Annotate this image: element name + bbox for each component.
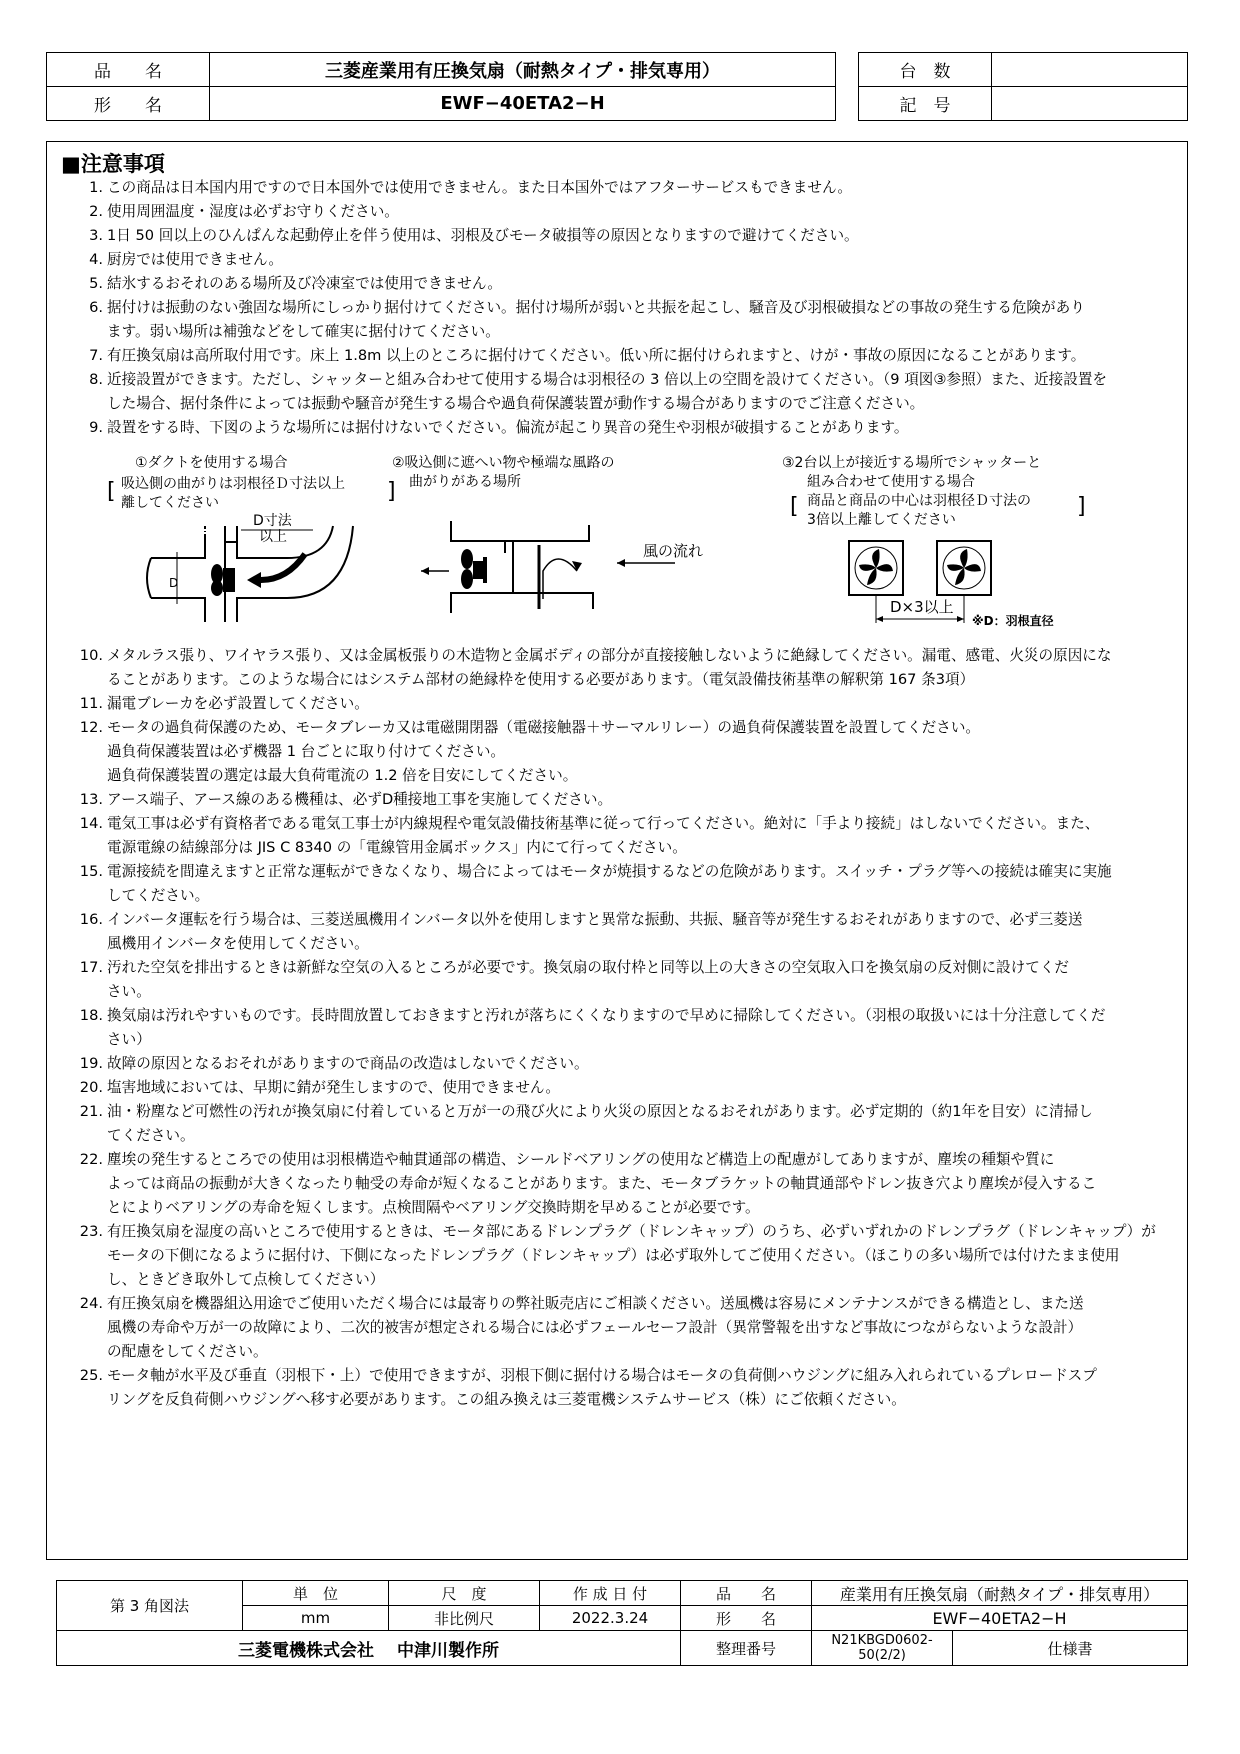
fig1-dim2: 以上 xyxy=(259,529,287,545)
note-text: ます。弱い場所は補強などをして確実に据付けてください。 xyxy=(107,323,500,340)
note-text: 有圧換気扇は高所取付用です。床上 1.8m 以上のところに据付けてください。低い所に据付けられますと、けが・事故の原因になることがあります。 xyxy=(107,347,1086,364)
mark-label: 記 号 xyxy=(859,87,992,121)
note-text: 設置をする時、下図のような場所には据付けないでください。偏流が起こり異音の発生や羽根が破損することがあります。 xyxy=(107,419,909,436)
note-number: 5. xyxy=(89,275,103,292)
note-text: してください。 xyxy=(107,887,210,904)
note-text: 風機用インバータを使用してください。 xyxy=(107,935,369,952)
note-text: 1日 50 回以上のひんぱんな起動停止を伴う使用は、羽根及びモータ破損等の原因となりますので避けてください。 xyxy=(107,227,859,244)
header-table xyxy=(46,52,836,121)
note-number: 16. xyxy=(79,911,103,928)
footer-table xyxy=(56,1580,1188,1666)
note-text: 風機の寿命や万が一の故障により、二次的被害が想定される場合には必ずフェールセーフ設計（異常警報を出すなど事故につながらないような設計） xyxy=(107,1319,1083,1336)
name-label: 品 名 xyxy=(47,53,210,87)
note-text: よっては商品の振動が大きくなったり軸受の寿命が短くなることがあります。また、モータブラケットの軸貫通部やドレン抜き穴より塵埃が侵入するこ xyxy=(107,1175,1097,1192)
ref-label: 整理番号 xyxy=(681,1631,812,1666)
note-text: この商品は日本国内用ですので日本国外では使用できません。また日本国外ではアフターサービスもできません。 xyxy=(107,179,853,196)
note-number: 7. xyxy=(89,347,103,364)
note-number: 8. xyxy=(89,371,103,388)
note-number: 21. xyxy=(79,1103,103,1120)
note-text: 厨房では使用できません。 xyxy=(107,251,284,268)
fig2-title1: ②吸込側に遮へい物や極端な風路の xyxy=(392,455,615,471)
fig3-bracket-left: [ xyxy=(790,494,799,519)
note-text: モータの下側になるように据付け、下側になったドレンプラグ（ドレンキャップ）は必ず取外してご使用ください。（ほこりの多い場所では付けたまま使用 xyxy=(107,1247,1120,1264)
note-text: 電気工事は必ず有資格者である電気工事士が内線規程や電気設備技術基準に従って行ってください。絶対に「手より接続」はしないでください。また、 xyxy=(107,815,1100,832)
note-text: モータの過負荷保護のため、モータブレーカ又は電磁開閉器（電磁接触器＋サーマルリレー）の過負荷保護装置を設置してください。 xyxy=(107,719,981,736)
note-number: 6. xyxy=(89,299,103,316)
footer-model-value: EWF−40ETA2−H xyxy=(812,1606,1188,1631)
note-text: 電源電線の結線部分は JIS C 8340 の「電線管用金属ボックス」内にて行ってください。 xyxy=(107,839,687,856)
note-number: 9. xyxy=(89,419,103,436)
note-number: 11. xyxy=(79,695,103,712)
date-value: 2022.3.24 xyxy=(540,1606,681,1631)
note-text: てください。 xyxy=(107,1127,195,1144)
fig1-d: D xyxy=(169,576,179,590)
note-number: 10. xyxy=(79,647,103,664)
note-number: 20. xyxy=(79,1079,103,1096)
note-number: 3. xyxy=(89,227,103,244)
note-text: の配慮をしてください。 xyxy=(107,1343,268,1360)
company-name: 三菱電機株式会社 中津川製作所 xyxy=(57,1631,681,1666)
qty-label: 台 数 xyxy=(859,53,992,87)
note-text: 使用周囲温度・湿度は必ずお守りください。 xyxy=(107,203,399,220)
note-number: 12. xyxy=(79,719,103,736)
doc-type: 仕様書 xyxy=(953,1631,1188,1666)
model-label: 形 名 xyxy=(47,87,210,121)
fig1-title: ①ダクトを使用する場合 xyxy=(135,455,288,471)
note-text: モータ軸が水平及び垂直（羽根下・上）で使用できますが、羽根下側に据付ける場合はモータの負荷側ハウジングに組み入れられているプレロードスプ xyxy=(107,1367,1097,1384)
note-text: とによりベアリングの寿命を短くします。点検間隔やベアリング交換時期を早めることが必要です。 xyxy=(107,1199,760,1216)
fig1-dim1: D寸法 xyxy=(253,513,292,529)
note-number: 24. xyxy=(79,1295,103,1312)
note-text: 結氷するおそれのある場所及び冷凍室では使用できません。 xyxy=(107,275,502,292)
note-number: 17. xyxy=(79,959,103,976)
fig1-bracket-right: ] xyxy=(387,479,396,504)
notes-section xyxy=(46,141,1188,1560)
note-number: 18. xyxy=(79,1007,103,1024)
qty-table xyxy=(858,52,1188,121)
product-name: 三菱産業用有圧換気扇（耐熱タイプ・排気専用） xyxy=(210,53,836,87)
note-number: 25. xyxy=(79,1367,103,1384)
note-number: 14. xyxy=(79,815,103,832)
note-number: 23. xyxy=(79,1223,103,1240)
fig2-flow: 風の流れ xyxy=(643,542,704,560)
note-text: 故障の原因となるおそれがありますので商品の改造はしないでください。 xyxy=(107,1055,589,1072)
note-text: 汚れた空気を排出するときは新鮮な空気の入るところが必要です。換気扇の取付枠と同等以上の大きさの空気取入口を換気扇の反対側に設けてくだ xyxy=(107,959,1070,976)
scale-value: 非比例尺 xyxy=(389,1606,540,1631)
note-number: 4. xyxy=(89,251,103,268)
model-name: EWF−40ETA2−H xyxy=(210,87,836,121)
fig1-bracket-left: [ xyxy=(107,479,116,504)
fig1-duct-drawing xyxy=(137,522,357,632)
projection: 第 3 角図法 xyxy=(57,1581,243,1631)
note-text: 有圧換気扇を湿度の高いところで使用するときは、モータ部にあるドレンプラグ（ドレンキャップ）のうち、必ずいずれかのドレンプラグ（ドレンキャップ）が xyxy=(107,1223,1156,1240)
note-text: さい） xyxy=(107,1031,151,1048)
scale-label: 尺 度 xyxy=(389,1581,540,1606)
note-text: 塵埃の発生するところでの使用は羽根構造や軸貫通部の構造、シールドベアリングの使用など構造上の配慮がしてありますが、塵埃の種類や質に xyxy=(107,1151,1055,1168)
note-text: アース端子、アース線のある機種は、必ずD種接地工事を実施してください。 xyxy=(107,791,613,808)
fig3-dim: D×3以上 xyxy=(890,598,954,616)
note-text: 電源接続を間違えますと正常な運転ができなくなり、場合によってはモータが焼損するなどの危険があります。スイッチ・プラグ等への接続は確実に実施 xyxy=(107,863,1112,880)
note-text: 据付けは振動のない強固な場所にしっかり据付けてください。据付け場所が弱いと共振を起こし、騒音及び羽根破損などの事故の発生する危険があり xyxy=(107,299,1085,316)
note-text: ることがあります。このような場合にはシステム部材の絶縁枠を使用する必要があります。（電気設備技術基準の解釈第 167 条3項） xyxy=(107,671,975,688)
fig3-bracket-right: ] xyxy=(1077,494,1086,519)
fig3-title1: ③2台以上が接近する場所でシャッターと xyxy=(782,455,1042,471)
fig1-note1: 吸込側の曲がりは羽根径Ｄ寸法以上 xyxy=(121,476,345,492)
mark-value xyxy=(992,87,1188,121)
note-text: 有圧換気扇を機器組込用途でご使用いただく場合には最寄りの弊社販売店にご相談ください。送風機は容易にメンテナンスができる構造とし、また送 xyxy=(107,1295,1084,1312)
note-number: 22. xyxy=(79,1151,103,1168)
note-text: した場合、据付条件によっては振動や騒音が発生する場合や過負荷保護装置が動作する場合がありますのでご注意ください。 xyxy=(107,395,925,412)
date-label: 作 成 日 付 xyxy=(540,1581,681,1606)
fig1-note2: 離してください xyxy=(121,495,219,511)
note-text: メタルラス張り、ワイヤラス張り、又は金属板張りの木造物と金属ボディの部分が直接接触しないように絶縁してください。漏電、感電、火災の原因にな xyxy=(107,647,1112,664)
note-text: さい。 xyxy=(107,983,151,1000)
note-text: 油・粉塵など可燃性の汚れが換気扇に付着していると万が一の飛び火により火災の原因となるおそれがあります。必ず定期的（約1年を目安）に清掃し xyxy=(107,1103,1093,1120)
note-number: 1. xyxy=(89,179,103,196)
fig3-title2: 組み合わせて使用する場合 xyxy=(807,474,975,490)
fig2-obstacle-drawing xyxy=(417,517,717,617)
note-text: し、ときどき取外して点検してください） xyxy=(107,1271,385,1288)
note-text: 換気扇は汚れやすいものです。長時間放置しておきますと汚れが落ちにくくなりますので早めに掃除してください。（羽根の取扱いには十分注意してくだ xyxy=(107,1007,1106,1024)
qty-value xyxy=(992,53,1188,87)
note-text: インバータ運転を行う場合は、三菱送風機用インバータ以外を使用しますと異常な振動、共振、騒音等が発生するおそれがありますので、必ず三菱送 xyxy=(107,911,1083,928)
notes-title: ■注意事項 xyxy=(61,152,165,176)
note-text: 過負荷保護装置は必ず機器 1 台ごとに取り付けてください。 xyxy=(107,743,506,760)
note-text: 漏電ブレーカを必ず設置してください。 xyxy=(107,695,369,712)
fig2-title2: 曲がりがある場所 xyxy=(409,474,521,490)
footer-name-label: 品 名 xyxy=(681,1581,812,1606)
fig3-note1: 商品と商品の中心は羽根径Ｄ寸法の xyxy=(807,493,1031,509)
footer-model-label: 形 名 xyxy=(681,1606,812,1631)
note-number: 13. xyxy=(79,791,103,808)
note-number: 15. xyxy=(79,863,103,880)
fig3-foot: ※D：羽根直径 xyxy=(972,614,1054,628)
unit-label: 単 位 xyxy=(243,1581,389,1606)
fig3-note2: 3倍以上離してください xyxy=(807,512,956,528)
note-number: 2. xyxy=(89,203,103,220)
ref-value: N21KBGD0602-50(2/2) xyxy=(812,1631,953,1666)
note-text: 近接設置ができます。ただし、シャッターと組み合わせて使用する場合は羽根径の 3 倍以上の空間を設けてください。（9 項図③参照）また、近接設置を xyxy=(107,371,1108,388)
note-text: リングを反負荷側ハウジングへ移す必要があります。この組み換えは三菱電機システムサービス（株）にご依頼ください。 xyxy=(107,1391,906,1408)
note-text: 過負荷保護装置の選定は最大負荷電流の 1.2 倍を目安にしてください。 xyxy=(107,767,578,784)
note-number: 19. xyxy=(79,1055,103,1072)
note-text: 塩害地域においては、早期に錆が発生しますので、使用できません。 xyxy=(107,1079,560,1096)
footer-name-value: 産業用有圧換気扇（耐熱タイプ・排気専用） xyxy=(812,1581,1188,1606)
unit-value: mm xyxy=(243,1606,389,1631)
